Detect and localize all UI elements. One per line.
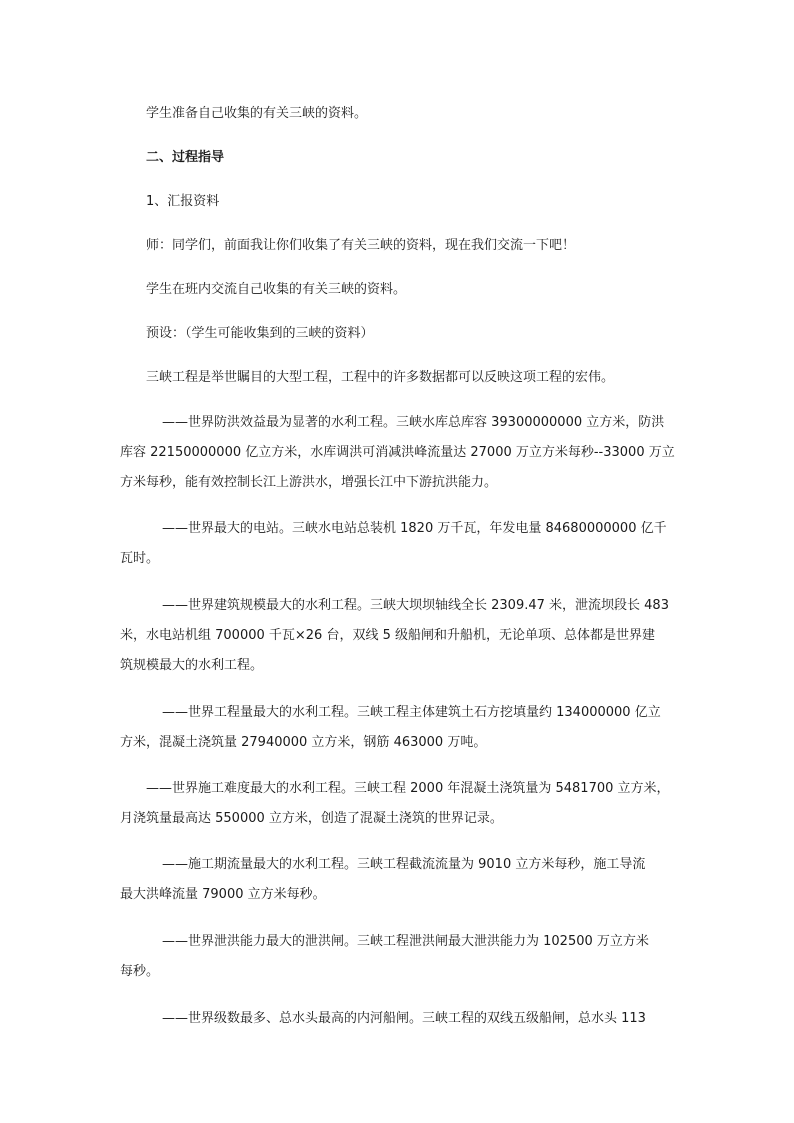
- preset-line: 预设：（学生可能收集到的三峡的资料）: [146, 326, 374, 341]
- paragraph-scale-line-1: ——世界建筑规模最大的水利工程。三峡大坝坝轴线全长 2309.47 米，泄流坝段长 483: [162, 598, 669, 613]
- paragraph-quantity-line-1: ——世界工程量最大的水利工程。三峡工程主体建筑土石方挖填量约 134000000 亿立: [162, 705, 661, 720]
- paragraph-scale-line-3: 筑规模最大的水利工程。: [120, 658, 264, 673]
- paragraph-difficulty-line-1: ——世界施工难度最大的水利工程。三峡工程 2000 年混凝土浇筑量为 5481700 立方米，: [146, 781, 670, 796]
- paragraph-quantity-line-2: 方米，混凝土浇筑量 27940000 立方米，钢筋 463000 万吨。: [120, 735, 487, 750]
- paragraph-flow-line-2: 最大洪峰流量 79000 立方米每秒。: [120, 887, 326, 902]
- paragraph-flow-line-1: ——施工期流量最大的水利工程。三峡工程截流流量为 9010 立方米每秒，施工导流: [162, 857, 646, 872]
- paragraph-spillway-line-1: ——世界泄洪能力最大的泄洪闸。三峡工程泄洪闸最大泄洪能力为 102500 万立方米: [162, 934, 649, 949]
- paragraph-power-line-1: ——世界最大的电站。三峡水电站总装机 1820 万千瓦，年发电量 84680000000 亿千: [162, 521, 667, 536]
- teacher-line: 师：同学们，前面我让你们收集了有关三峡的资料，现在我们交流一下吧！: [146, 238, 576, 253]
- paragraph-flood-line-3: 方米每秒，能有效控制长江上游洪水，增强长江中下游抗洪能力。: [120, 475, 498, 490]
- student-line: 学生在班内交流自己收集的有关三峡的资料。: [146, 282, 407, 297]
- paragraph-power-line-2: 瓦时。: [120, 551, 160, 566]
- section-heading: 二、过程指导: [146, 150, 225, 165]
- paragraph-flood-line-2: 库容 22150000000 亿立方米，水库调洪可消减洪峰流量达 27000 万立方米每秒--33000 万立: [120, 445, 675, 460]
- subheading: 1、汇报资料: [146, 194, 220, 209]
- intro-text: 学生准备自己收集的有关三峡的资料。: [146, 106, 368, 121]
- paragraph-flood-line-1: ——世界防洪效益最为显著的水利工程。三峡水库总库容 39300000000 立方米，防洪: [162, 415, 665, 430]
- paragraph-scale-line-2: 米，水电站机组 700000 千瓦×26 台，双线 5 级船闸和升船机，无论单项、总体都是世界建: [120, 628, 655, 643]
- summary-line: 三峡工程是举世瞩目的大型工程，工程中的许多数据都可以反映这项工程的宏伟。: [146, 370, 615, 385]
- paragraph-spillway-line-2: 每秒。: [120, 964, 160, 979]
- paragraph-shiplock-line-1: ——世界级数最多、总水头最高的内河船闸。三峡工程的双线五级船闸，总水头 113: [162, 1011, 646, 1026]
- paragraph-difficulty-line-2: 月浇筑量最高达 550000 立方米，创造了混凝土浇筑的世界记录。: [120, 811, 503, 826]
